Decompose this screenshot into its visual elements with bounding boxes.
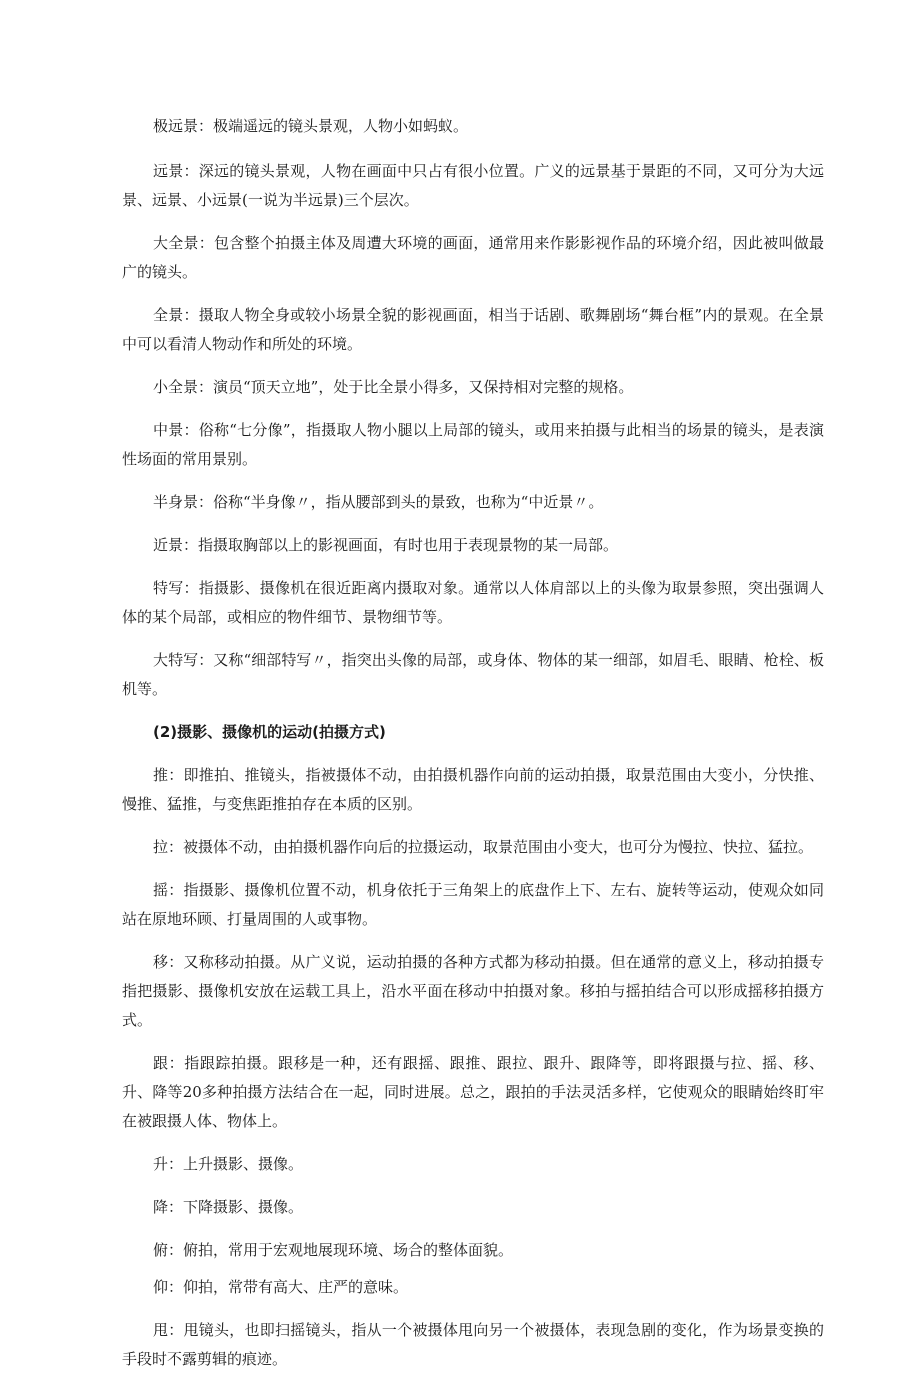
paragraph-half-body-shot: 半身景：俗称“半身像〃，指从腰部到头的景致，也称为“中近景〃。 [153,493,604,511]
paragraph-very-wide-shot: 大全景：包含整个拍摄主体及周遭大环境的画面，通常用来作影影视作品的环境介绍，因此被叫做最广的镜头。 [122,234,824,281]
paragraph-move: 移：又称移动拍摄。从广义说，运动拍摄的各种方式都为移动拍摄。但在通常的意义上，移动拍摄专指把摄影、摄像机安放在运载工具上，沿水平面在移动中拍摄对象。移拍与摇拍结合可以形成摇移拍摄方式。 [122,953,824,1029]
paragraph-long-shot: 远景：深远的镜头景观，人物在画面中只占有很小位置。广义的远景基于景距的不同，又可分为大远景、远景、小远景(一说为半远景)三个层次。 [122,162,824,209]
paragraph-high-angle: 俯：俯拍，常用于宏观地展现环境、场合的整体面貌。 [153,1241,514,1259]
section-heading: (2)摄影、摄像机的运动(拍摄方式) [153,723,386,741]
paragraph-extreme-close-up: 大特写：又称“细部特写〃，指突出头像的局部，或身体、物体的某一细部，如眉毛、眼睛、枪栓、板机等。 [122,651,824,698]
paragraph-follow: 跟：指跟踪拍摄。跟移是一种，还有跟摇、跟推、跟拉、跟升、跟降等，即将跟摄与拉、摇、移、升、降等20多种拍摄方法结合在一起，同时进展。总之，跟拍的手法灵活多样，它使观众的眼睛始终盯牢在被跟摄人体、物体上。 [122,1054,824,1130]
paragraph-medium-shot: 中景：俗称“七分像”，指摄取人物小腿以上局部的镜头，或用来拍摄与此相当的场景的镜头，是表演性场面的常用景别。 [122,421,824,468]
paragraph-low-angle: 仰：仰拍，常带有高大、庄严的意味。 [153,1278,409,1296]
paragraph-extreme-long-shot: 极远景：极端遥远的镜头景观，人物小如蚂蚁。 [153,117,469,135]
paragraph-full-shot: 全景：摄取人物全身或较小场景全貌的影视画面，相当于话剧、歌舞剧场“舞台框”内的景观。在全景中可以看清人物动作和所处的环境。 [122,306,824,353]
paragraph-push: 推：即推拍、推镜头，指被摄体不动，由拍摄机器作向前的运动拍摄，取景范围由大变小，分快推、慢推、猛推，与变焦距推拍存在本质的区别。 [122,766,824,813]
paragraph-small-full-shot: 小全景：演员“顶天立地”，处于比全景小得多，又保持相对完整的规格。 [153,378,634,396]
paragraph-lower: 降：下降摄影、摄像。 [153,1198,304,1216]
document-body [122,112,824,1388]
paragraph-pan: 摇：指摄影、摄像机位置不动，机身依托于三角架上的底盘作上下、左右、旋转等运动，使观众如同站在原地环顾、打量周围的人或事物。 [122,881,824,928]
paragraph-pull: 拉：被摄体不动，由拍摄机器作向后的拉摄运动，取景范围由小变大，也可分为慢拉、快拉、猛拉。 [153,838,814,856]
paragraph-whip-pan: 甩：甩镜头，也即扫摇镜头，指从一个被摄体甩向另一个被摄体，表现急剧的变化，作为场景变换的手段时不露剪辑的痕迹。 [122,1321,824,1368]
paragraph-rise: 升：上升摄影、摄像。 [153,1155,304,1173]
paragraph-close-shot: 近景：指摄取胸部以上的影视画面，有时也用于表现景物的某一局部。 [153,536,619,554]
paragraph-close-up: 特写：指摄影、摄像机在很近距离内摄取对象。通常以人体肩部以上的头像为取景参照，突出强调人体的某个局部，或相应的物件细节、景物细节等。 [122,579,824,626]
